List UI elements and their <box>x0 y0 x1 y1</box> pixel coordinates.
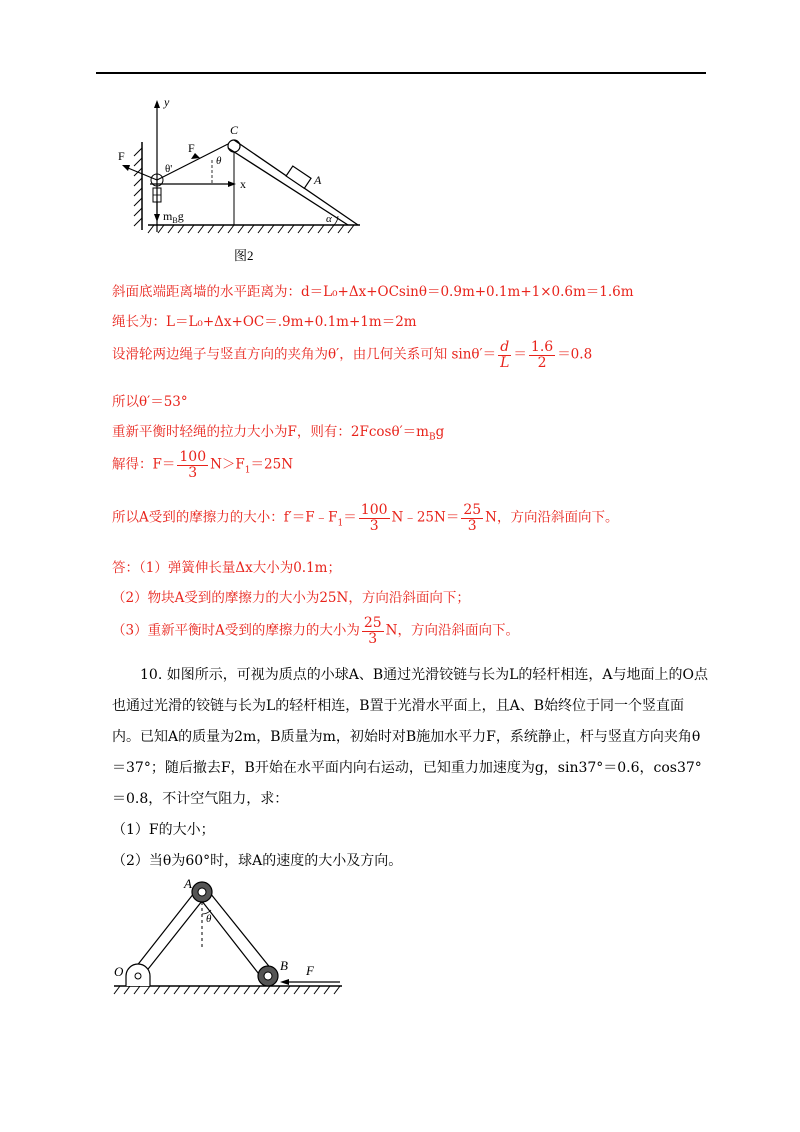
fraction-d-over-l: $\frac{d}{L}$ <box>500 339 510 371</box>
ground-hatching <box>148 225 354 233</box>
theta-label: θ <box>206 913 212 925</box>
question-10 <box>112 660 708 877</box>
solution-line-4: 所以θ′＝53° <box>112 394 188 410</box>
force-left-head <box>122 165 130 171</box>
force-f-label: F <box>306 963 314 978</box>
wall-hatching <box>134 148 142 226</box>
fraction-25-over-3: $\frac{25}{3}$ <box>463 502 482 534</box>
hinge-o-label: O <box>114 964 124 979</box>
block-a <box>286 166 311 188</box>
pulley-c-label: C <box>230 123 239 137</box>
question-10-stem: 10. 如图所示，可视为质点的小球A、B通过光滑铰链与长为L的轻杆相连，A与地面上的O点也通过光滑的铰链与长为L的轻杆相连，B置于光滑水平面上，且A、B始终位于同一个竖直面内。已知A的质量为2m，B质量为m，初始时对B施加水平力F，系统静止，杆与竖直方向夹角θ＝37°；随后撤去F，B开始在水平面内向右运动，已知重力加速度为g，sin37°＝0.6，cos37°＝0.8，不计空气阻力，求： <box>112 667 708 807</box>
ball-b-label: B <box>280 958 288 973</box>
answer-2: （2）物块A受到的摩擦力的大小为25N，方向沿斜面向下； <box>112 590 470 606</box>
figure-3-diagram <box>110 872 350 1004</box>
force-f-head <box>280 979 289 985</box>
ball-a-label: A <box>184 876 192 891</box>
fraction-1-6-over-2: $\frac{1.6}{2}$ <box>530 339 554 371</box>
solution-line-2: 绳长为：L＝L₀+Δx+OC＝.9m+0.1m+1m＝2m <box>112 314 417 330</box>
block-a-label: A <box>314 173 322 187</box>
fraction-100-over-3-b: $\frac{100}{3}$ <box>360 502 388 534</box>
weight-label: $m_Bg$ <box>163 209 184 225</box>
rod-ab <box>198 888 272 978</box>
force-rope-label: F <box>188 141 195 155</box>
y-axis-label: y <box>164 95 170 109</box>
solution-line-7: 所以A受到的摩擦力的大小：$f'=F﹣F_1=$ $\frac{100}{3}$ N﹣25N＝ $\frac{25}{3}$ N，方向沿斜面向下。 <box>112 502 619 534</box>
x-axis-arrow <box>228 181 236 187</box>
x-axis-label: x <box>240 177 246 191</box>
figure-2-diagram <box>110 92 370 272</box>
pulley-c <box>228 140 240 152</box>
ground-hatching <box>114 986 340 994</box>
weight-arrow-head <box>154 214 160 222</box>
fraction-25-over-3-b: $\frac{25}{3}$ <box>363 615 382 647</box>
solution-line-3: 设滑轮两边绳子与竖直方向的夹角为θ′，由几何关系可知 sinθ′＝ $\frac{d}{L}$ ＝ $\frac{1.6}{2}$ ＝0.8 <box>112 339 593 371</box>
solution-line-1: 斜面底端距离墙的水平距离为：d＝L₀+Δx+OCsinθ＝0.9m+0.1m+1×0.6m＝1.6m <box>112 284 634 300</box>
answer-1: 答：（1）弹簧伸长量Δx大小为0.1m； <box>112 560 341 576</box>
answer-3: （3）重新平衡时A受到的摩擦力的大小为 $\frac{25}{3}$ N，方向沿斜面向下。 <box>112 615 519 647</box>
theta-label: θ <box>216 155 222 167</box>
question-10-part-1: （1）F的大小； <box>112 822 215 838</box>
header-rule <box>96 72 706 74</box>
theta-prime-label: θ' <box>165 163 173 175</box>
figure-2-caption: 图2 <box>234 248 254 263</box>
y-axis-arrow <box>154 100 160 108</box>
solution-line-5: 重新平衡时轻绳的拉力大小为F，则有：$2Fcos\theta'=m_Bg$ <box>112 424 445 443</box>
solution-line-6: 解得：F＝ $\frac{100}{3}$ $N>F_1=25N$ <box>112 449 294 481</box>
question-10-part-2: （2）当θ为60°时，球A的速度的大小及方向。 <box>112 853 403 869</box>
fraction-100-over-3: $\frac{100}{3}$ <box>179 449 207 481</box>
force-left-label: F <box>118 149 125 163</box>
alpha-label: α <box>326 213 332 225</box>
